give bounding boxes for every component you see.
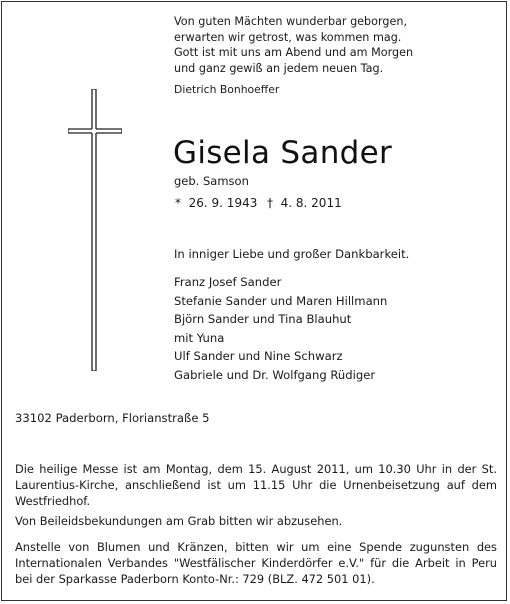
death-date-group [267, 196, 342, 211]
poem [174, 14, 413, 76]
death-symbol: † [267, 196, 273, 210]
mourner: Gabriele und Dr. Wolfgang Rüdiger [174, 367, 376, 382]
birth-date-group [175, 196, 267, 211]
donation-paragraph: Anstelle von Blumen und Kränzen, bitten wir um eine Spende zugunsten des Internationalen Verbandes "Westfälischer Kinderdörfer e.V." für die Arbeit in Peru bei der Sparkasse Paderborn Konto-Nr.: 729 (BLZ. 472 501 01). [15, 540, 497, 586]
mourner: mit Yuna [174, 330, 225, 345]
address: 33102 Paderborn, Florianstraße 5 [15, 411, 210, 425]
mourner: Ulf Sander und Nine Schwarz [174, 349, 343, 363]
condolences-paragraph: Von Beileidsbekundungen am Grab bitten wir abzusehen. [15, 514, 343, 528]
poem-line: Von guten Mächten wunderbar geborgen, [174, 15, 408, 28]
mourner: Björn Sander und Tina Blauhut [174, 312, 352, 326]
poem-line: erwarten wir getrost, was kommen mag. [174, 30, 402, 44]
mass-paragraph: Die heilige Messe ist am Montag, dem 15. August 2011, um 10.30 Uhr in der St. Laurentius-Kirche, anschließend ist um 11.15 Uhr die Urnenbeisetzung auf dem Westfriedhof. [15, 462, 497, 508]
cross-icon [68, 89, 122, 371]
mourner: Franz Josef Sander [174, 275, 282, 289]
birth-date: 26. 9. 1943 [188, 196, 258, 210]
obituary-notice [1, 1, 507, 601]
deceased-name: Gisela Sander [173, 135, 393, 171]
poem-author: Dietrich Bonhoeffer [174, 83, 280, 96]
birth-symbol: * [175, 196, 181, 210]
poem-line: Gott ist mit uns am Abend und am Morgen [174, 46, 414, 59]
death-date: 4. 8. 2011 [280, 196, 342, 210]
poem-line: und ganz gewiß an jedem neuen Tag. [174, 61, 384, 75]
thanks-line: In inniger Liebe und großer Dankbarkeit. [174, 247, 410, 261]
mourner: Stefanie Sander und Maren Hillmann [174, 293, 388, 308]
life-dates [175, 196, 342, 211]
maiden-name: geb. Samson [174, 174, 249, 188]
mourners-list [174, 273, 387, 384]
